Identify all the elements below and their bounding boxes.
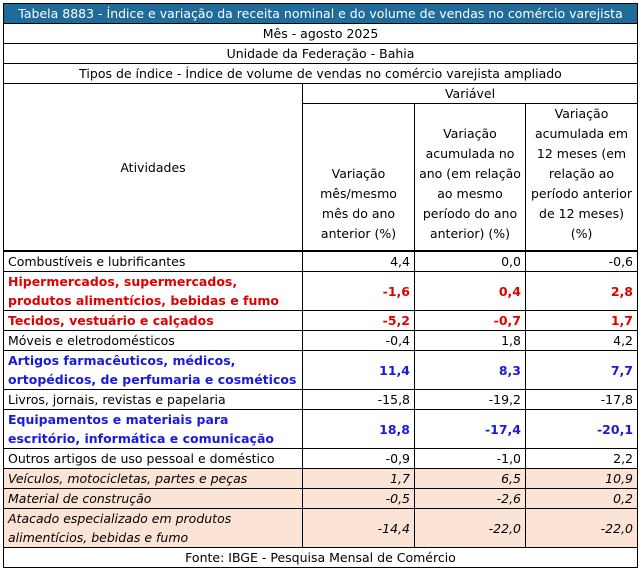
table-row (4, 311, 638, 331)
table-row (4, 489, 638, 509)
value-ytd: -22,0 (415, 509, 526, 548)
table-row (4, 251, 638, 272)
activity-label: Artigos farmacêuticos, médicos, ortopédicos, de perfumaria e cosméticos (4, 351, 303, 390)
value-ytd: -2,6 (415, 489, 526, 509)
value-ytd: 6,5 (415, 469, 526, 489)
value-12m: 0,2 (526, 489, 638, 509)
value-12m: 7,7 (526, 351, 638, 390)
activity-label: Livros, jornais, revistas e papelaria (4, 390, 303, 410)
table-row (4, 390, 638, 410)
value-12m: 2,2 (526, 449, 638, 469)
table-row (4, 410, 638, 449)
column-header-ytd: Variação acumulada no ano (em relação ao mesmo período do ano anterior) (%) (415, 104, 526, 252)
column-header-12m: Variação acumulada em 12 meses (em relação ao período anterior de 12 meses) (%) (526, 104, 638, 252)
activity-label: Material de construção (4, 489, 303, 509)
table-container (3, 3, 637, 568)
table-row (4, 449, 638, 469)
table-row (4, 509, 638, 548)
value-ytd: -0,7 (415, 311, 526, 331)
period-label: Mês - agosto 2025 (4, 24, 638, 44)
region-label: Unidade da Federação - Bahia (4, 44, 638, 64)
table-body (4, 251, 638, 548)
value-monthly: 11,4 (303, 351, 415, 390)
value-ytd: -1,0 (415, 449, 526, 469)
table-row (4, 331, 638, 351)
activity-label: Combustíveis e lubrificantes (4, 251, 303, 272)
value-monthly: 4,4 (303, 251, 415, 272)
value-monthly: -15,8 (303, 390, 415, 410)
activity-label: Outros artigos de uso pessoal e doméstico (4, 449, 303, 469)
value-12m: 4,2 (526, 331, 638, 351)
value-12m: 10,9 (526, 469, 638, 489)
value-ytd: 1,8 (415, 331, 526, 351)
activity-label: Veículos, motocicletas, partes e peças (4, 469, 303, 489)
value-monthly: -0,9 (303, 449, 415, 469)
value-12m: -17,8 (526, 390, 638, 410)
value-12m: 2,8 (526, 272, 638, 311)
activity-label: Atacado especializado em produtos alimentícios, bebidas e fumo (4, 509, 303, 548)
value-12m: -0,6 (526, 251, 638, 272)
column-header-monthly: Variação mês/mesmo mês do ano anterior (%) (303, 104, 415, 252)
index-type-label: Tipos de índice - Índice de volume de vendas no comércio varejista ampliado (4, 64, 638, 84)
value-monthly: 18,8 (303, 410, 415, 449)
table-title: Tabela 8883 - Índice e variação da receita nominal e do volume de vendas no comércio varejista (4, 4, 638, 24)
source-note: Fonte: IBGE - Pesquisa Mensal de Comércio (4, 548, 638, 568)
atividades-header: Atividades (4, 84, 303, 252)
value-monthly: -5,2 (303, 311, 415, 331)
table-row (4, 469, 638, 489)
variavel-header: Variável (303, 84, 638, 104)
activity-label: Móveis e eletrodomésticos (4, 331, 303, 351)
value-ytd: -19,2 (415, 390, 526, 410)
value-monthly: 1,7 (303, 469, 415, 489)
value-monthly: -0,5 (303, 489, 415, 509)
data-table (3, 3, 638, 568)
value-12m: 1,7 (526, 311, 638, 331)
activity-label: Hipermercados, supermercados, produtos alimentícios, bebidas e fumo (4, 272, 303, 311)
activity-label: Tecidos, vestuário e calçados (4, 311, 303, 331)
table-row (4, 351, 638, 390)
value-monthly: -0,4 (303, 331, 415, 351)
value-12m: -22,0 (526, 509, 638, 548)
value-monthly: -14,4 (303, 509, 415, 548)
value-monthly: -1,6 (303, 272, 415, 311)
value-ytd: 0,4 (415, 272, 526, 311)
table-row (4, 272, 638, 311)
value-ytd: -17,4 (415, 410, 526, 449)
activity-label: Equipamentos e materiais para escritório, informática e comunicação (4, 410, 303, 449)
value-12m: -20,1 (526, 410, 638, 449)
value-ytd: 8,3 (415, 351, 526, 390)
value-ytd: 0,0 (415, 251, 526, 272)
